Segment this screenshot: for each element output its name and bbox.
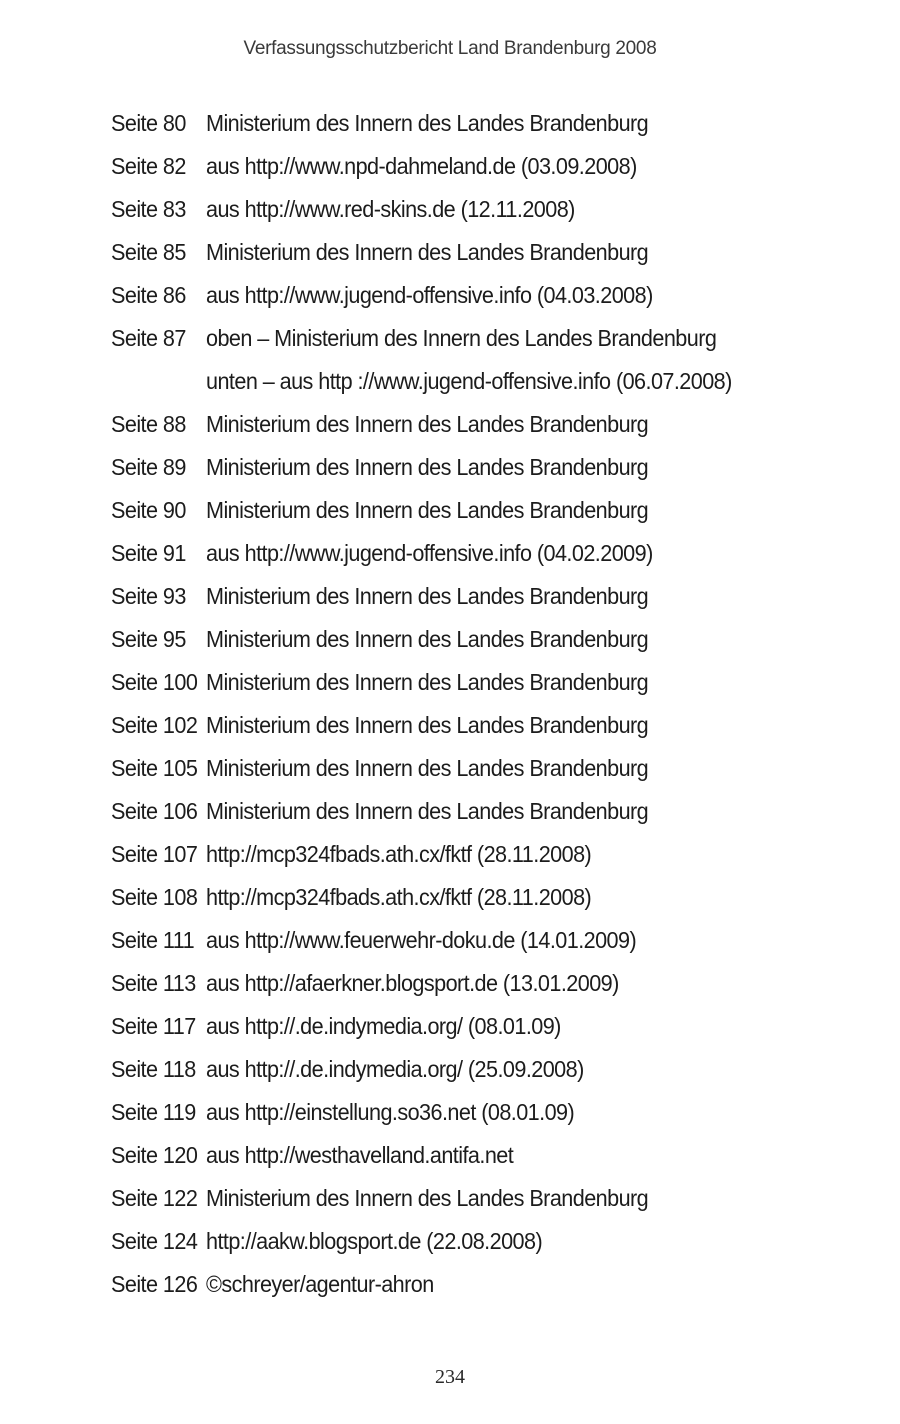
credit-page-ref: Seite 107 (111, 841, 198, 867)
page-header: Verfassungsschutzbericht Land Brandenburg 2008 (243, 38, 657, 59)
credit-page-ref: Seite 122 (111, 1185, 198, 1211)
credit-source-line: aus http://.de.indymedia.org/ (25.09.2008) (206, 1056, 584, 1082)
credit-source-line: oben – Ministerium des Innern des Landes Brandenburg (206, 325, 717, 351)
credit-source (206, 102, 811, 145)
credit-source-line: aus http://einstellung.so36.net (08.01.09) (206, 1099, 575, 1125)
credit-page-ref: Seite 108 (111, 884, 198, 910)
credit-row (111, 1091, 811, 1134)
credit-source-line: aus http://afaerkner.blogsport.de (13.01.2009) (206, 970, 619, 996)
credit-row (111, 1005, 811, 1048)
credit-source-line: Ministerium des Innern des Landes Brandenburg (206, 626, 649, 652)
credit-row (111, 317, 811, 403)
credit-page-ref: Seite 95 (111, 626, 186, 652)
credit-row (111, 747, 811, 790)
credit-row (111, 403, 811, 446)
credit-row (111, 1048, 811, 1091)
credit-source (206, 145, 811, 188)
credit-row (111, 1263, 811, 1306)
credit-source-line: Ministerium des Innern des Landes Brandenburg (206, 669, 649, 695)
credit-source-line: Ministerium des Innern des Landes Brandenburg (206, 411, 649, 437)
credit-source (206, 618, 811, 661)
credit-page-ref: Seite 126 (111, 1271, 198, 1297)
credit-row (111, 661, 811, 704)
credit-source-line: aus http://www.jugend-offensive.info (04.03.2008) (206, 282, 653, 308)
credit-source (206, 1220, 811, 1263)
credit-source-line: Ministerium des Innern des Landes Brandenburg (206, 712, 649, 738)
credit-source-line: Ministerium des Innern des Landes Brandenburg (206, 583, 649, 609)
credit-row (111, 575, 811, 618)
credit-source (206, 1048, 811, 1091)
credit-source (206, 532, 811, 575)
credit-source (206, 790, 811, 833)
credit-source-line: Ministerium des Innern des Landes Brandenburg (206, 454, 649, 480)
credit-row (111, 962, 811, 1005)
credit-row (111, 188, 811, 231)
credit-row (111, 1177, 811, 1220)
credit-source (206, 317, 811, 403)
credit-source (206, 962, 811, 1005)
credit-page-ref: Seite 100 (111, 669, 198, 695)
credit-source-line: ©schreyer/agentur-ahron (206, 1271, 434, 1297)
credit-row (111, 274, 811, 317)
image-credits-list (111, 102, 811, 1306)
credit-source (206, 704, 811, 747)
credit-row (111, 876, 811, 919)
credit-source (206, 231, 811, 274)
credit-source-line: aus http://www.feuerwehr-doku.de (14.01.2009) (206, 927, 637, 953)
credit-row (111, 833, 811, 876)
credit-row (111, 532, 811, 575)
credit-source (206, 1005, 811, 1048)
credit-source-line: aus http://www.red-skins.de (12.11.2008) (206, 196, 575, 222)
credit-source-line: Ministerium des Innern des Landes Brandenburg (206, 755, 649, 781)
credit-source-line: Ministerium des Innern des Landes Brandenburg (206, 798, 649, 824)
credit-source (206, 1263, 811, 1306)
credit-page-ref: Seite 93 (111, 583, 186, 609)
credit-source (206, 489, 811, 532)
credit-page-ref: Seite 117 (111, 1013, 196, 1039)
credit-source-line: aus http://westhavelland.antifa.net (206, 1142, 514, 1168)
credit-source-line: aus http://.de.indymedia.org/ (08.01.09) (206, 1013, 561, 1039)
credit-page-ref: Seite 80 (111, 110, 186, 136)
credit-source-line: Ministerium des Innern des Landes Brandenburg (206, 239, 649, 265)
credit-source-line: Ministerium des Innern des Landes Brandenburg (206, 497, 649, 523)
credit-row (111, 231, 811, 274)
credit-source (206, 575, 811, 618)
credit-row (111, 1134, 811, 1177)
credit-row (111, 618, 811, 661)
credit-source (206, 833, 811, 876)
credit-page-ref: Seite 85 (111, 239, 186, 265)
credit-page-ref: Seite 83 (111, 196, 186, 222)
credit-row (111, 1220, 811, 1263)
credit-source (206, 876, 811, 919)
credit-row (111, 489, 811, 532)
credit-page-ref: Seite 105 (111, 755, 198, 781)
page-number: 234 (435, 1366, 465, 1388)
credit-page-ref: Seite 113 (111, 970, 196, 996)
credit-source (206, 274, 811, 317)
credit-row (111, 704, 811, 747)
credit-page-ref: Seite 86 (111, 282, 186, 308)
credit-source (206, 403, 811, 446)
credit-page-ref: Seite 82 (111, 153, 186, 179)
credit-source-line: http://mcp324fbads.ath.cx/fktf (28.11.2008) (206, 841, 592, 867)
credit-row (111, 919, 811, 962)
credit-source (206, 446, 811, 489)
credit-source (206, 188, 811, 231)
credit-page-ref: Seite 90 (111, 497, 186, 523)
credit-page-ref: Seite 111 (111, 927, 195, 953)
credit-page-ref: Seite 120 (111, 1142, 198, 1168)
credit-source-line: http://aakw.blogsport.de (22.08.2008) (206, 1228, 543, 1254)
credit-source-line: Ministerium des Innern des Landes Brandenburg (206, 110, 649, 136)
credit-source-line: http://mcp324fbads.ath.cx/fktf (28.11.2008) (206, 884, 592, 910)
credit-page-ref: Seite 88 (111, 411, 186, 437)
credit-page-ref: Seite 118 (111, 1056, 196, 1082)
credit-page-ref: Seite 119 (111, 1099, 196, 1125)
credit-row (111, 790, 811, 833)
credit-source (206, 1177, 811, 1220)
credit-page-ref: Seite 106 (111, 798, 198, 824)
credit-source (206, 1091, 811, 1134)
credit-source-line: aus http://www.npd-dahmeland.de (03.09.2008) (206, 153, 637, 179)
credit-row (111, 102, 811, 145)
credit-row (111, 446, 811, 489)
credit-page-ref: Seite 87 (111, 325, 186, 351)
credit-source-line: unten – aus http ://www.jugend-offensive.info (06.07.2008) (206, 368, 732, 394)
credit-source (206, 661, 811, 704)
credit-source-line: Ministerium des Innern des Landes Brandenburg (206, 1185, 649, 1211)
credit-source (206, 919, 811, 962)
credit-page-ref: Seite 124 (111, 1228, 198, 1254)
credit-source (206, 1134, 811, 1177)
credit-source (206, 747, 811, 790)
credit-page-ref: Seite 91 (111, 540, 186, 566)
credit-page-ref: Seite 89 (111, 454, 186, 480)
credit-row (111, 145, 811, 188)
credit-source-line: aus http://www.jugend-offensive.info (04.02.2009) (206, 540, 653, 566)
credit-page-ref: Seite 102 (111, 712, 198, 738)
